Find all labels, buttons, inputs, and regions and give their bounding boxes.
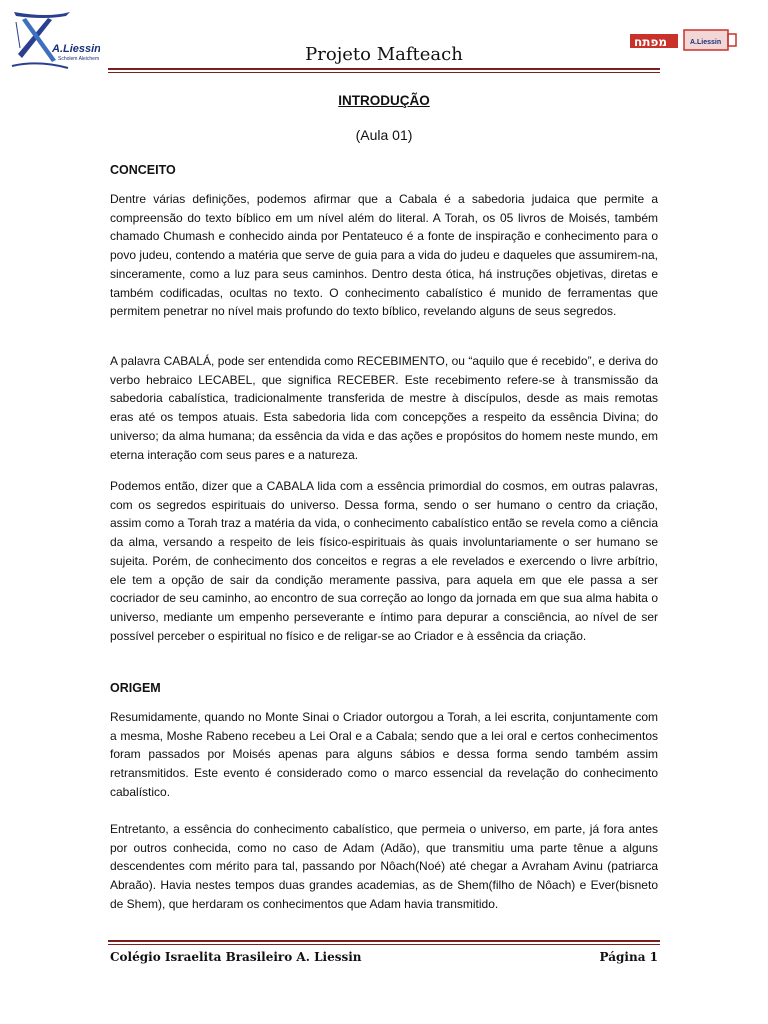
footer-divider xyxy=(108,940,660,945)
paragraph: Entretanto, a essência do conhecimento cabalístico, que permeia o universo, em parte, já fora antes por outros conhecida, como no caso de Adam (Adão), que transmitiu uma parte tênue a alguns descendentes com mérito para tal, passando por Nôach(Noé) até chegar a Avraham Avinu (patriarca Abraão). Havia nestes tempos duas grandes academias, as de Shem(filho de Nôach) e Ever(bisneto de Shem), que herdaram os conhecimentos que Adam havia transmitido. xyxy=(110,822,658,911)
document-title: INTRODUÇÃO xyxy=(338,93,430,108)
footer-school: Colégio Israelita Brasileiro A. Liessin xyxy=(110,950,362,964)
document-subtitle: (Aula 01) xyxy=(355,127,413,143)
header-title: Projeto Mafteach xyxy=(305,44,463,65)
paragraph: Podemos então, dizer que a CABALA lida com a essência primordial do cosmos, em outras palavras, com os segredos espirituais do universo. Dessa forma, sendo o ser humano o centro da criação, assim como a Torah traz a matéria da vida, o conhecimento cabalístico então se revela como a ciência da alma, versando a respeito de leis físico-espirituais às quais involuntariamente o ser humano se sujeita. Porém, de conhecimento dos conceitos e regras a ele revelados e exercendo o livre arbítrio, ele tem a opção de sair da condição meramente passiva, para aquela em que ele passa a ser cocriador de seu caminho, ao encontro de sua correção ao longo da jornada em que sua alma habita o universo, mediante um empenho perseverante e íntimo para depurar a consciência, ao nível de ser possível perceber o espiritual no físico e de religar-se ao Criador e à essência da criação. xyxy=(110,479,658,643)
paragraph: A palavra CABALÁ, pode ser entendida como RECEBIMENTO, ou “aquilo que é recebido”, e deriva do verbo hebraico LECABEL, que significa RECEBER. Este recebimento refere-se à transmissão da sabedoria cabalística, tradicionalmente transferida de mestre à discípulos, desde as mais remotas eras até os tempos atuais. Esta sabedoria lida com concepções a respeito da essência Divina; do universo; da alma humana; da essência da vida e das ações e propósitos do homem neste mundo, em eterna interação com seus pares e a natureza. xyxy=(110,354,658,462)
logo-left-subtitle: Scholem Aleichem xyxy=(58,56,100,62)
header-divider xyxy=(108,68,660,73)
paragraph: Dentre várias definições, podemos afirmar que a Cabala é a sabedoria judaica que permite a compreensão do texto bíblico em um nível além do literal. A Torah, os 05 livros de Moisés, também chamado Chumash e conhecido ainda por Pentateuco é a fonte de inspiração e conhecimento para o povo judeu, contendo a matéria que serve de guia para a vida do judeu e daqueles que assumirem-na, sinceramente, como a luz para seus caminhos. Dentro desta ótica, há instruções objetivas, diretas e também codificadas, ocultas no texto. O conhecimento cabalístico é munido de ferramentas que permitem penetrar no nível mais profundo do texto bíblico, revelando alguns de seus segredos. xyxy=(110,192,658,319)
logo-left-name: A.Liessin xyxy=(52,43,100,55)
logo-right-name: A.Liessin xyxy=(690,39,722,46)
footer-page-number: Página 1 xyxy=(599,950,658,964)
section-heading-origem: ORIGEM xyxy=(110,681,161,695)
section-heading-conceito: CONCEITO xyxy=(110,163,176,177)
paragraph: Resumidamente, quando no Monte Sinai o Criador outorgou a Torah, a lei escrita, conjuntamente com a mesma, Moshe Rabeno recebeu a Lei Oral e a Cabala; sendo que a lei oral e certos conhecimentos foram passados por Moisés apenas para alguns sábios e dessa forma sendo também assim retransmitidos. Este evento é considerado como o marco essencial da revelação do conhecimento cabalístico. xyxy=(110,710,658,799)
logo-right-hebrew: מפתח xyxy=(634,35,668,49)
